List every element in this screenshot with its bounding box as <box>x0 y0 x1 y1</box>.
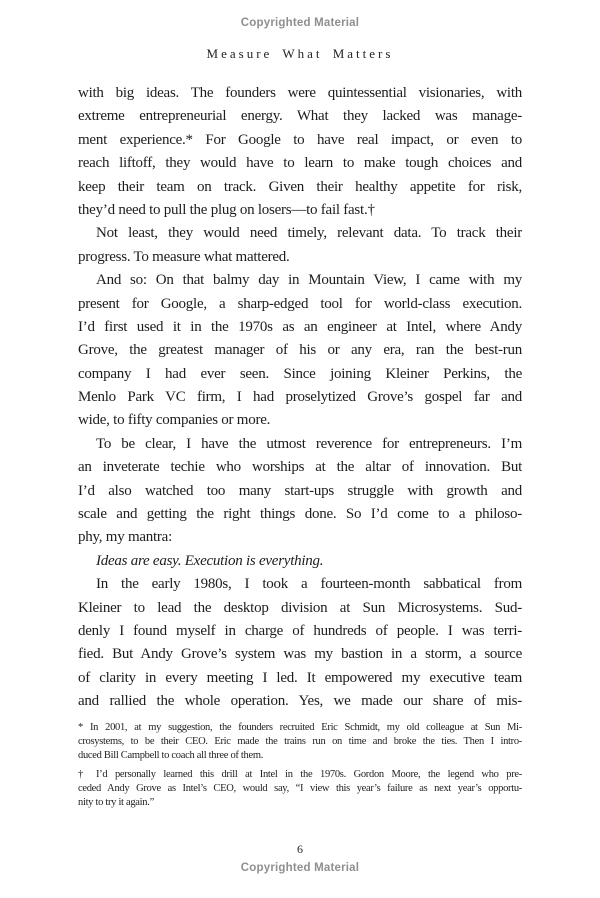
body-line: Grove, the greatest manager of his or any era, ran the best-run <box>78 342 522 359</box>
page-number: 6 <box>297 842 303 856</box>
body-line: In the early 1980s, I took a fourteen-month sabbatical from <box>96 576 522 593</box>
body-line: progress. To measure what mattered. <box>78 248 290 265</box>
body-line: Menlo Park VC firm, I had proselytized Grove’s gospel far and <box>78 389 522 406</box>
body-line: present for Google, a sharp-edged tool for world-class execution. <box>78 295 522 312</box>
body-line: with big ideas. The founders were quintessential visionaries, with <box>78 85 522 101</box>
body-line: wide, to fifty companies or more. <box>78 412 271 429</box>
body-line: To be clear, I have the utmost reverence for entrepreneurs. I’m <box>96 435 522 452</box>
copyright-notice-top: Copyrighted Material <box>240 17 360 29</box>
body-line: scale and getting the right things done. So I’d come to a philoso- <box>78 506 522 523</box>
body-line: Kleiner to lead the desktop division at Sun Microsystems. Sud- <box>78 599 522 616</box>
footnotes <box>78 721 522 810</box>
body-line: an inveterate techie who worships at the altar of innovation. But <box>78 459 522 476</box>
footnote-line: * In 2001, at my suggestion, the founders recruited Eric Schmidt, my old colleague at Sun Mi- <box>78 722 522 733</box>
footnote-line: ceded Andy Grove as Intel’s CEO, would say, “I view this year’s failure as next year’s opportu- <box>78 783 522 794</box>
body-line: and rallied the whole operation. Yes, we made our share of mis- <box>78 693 522 710</box>
body-line: fied. But Andy Grove’s system was my bastion in a storm, a source <box>78 646 522 663</box>
body-line-mantra: Ideas are easy. Execution is everything. <box>96 552 324 569</box>
body-line: of clarity in every meeting I led. It empowered my executive team <box>78 669 522 686</box>
body-line: keep their team on track. Given their healthy appetite for risk, <box>78 178 522 195</box>
copyright-notice-bottom: Copyrighted Material <box>240 862 360 874</box>
body-line: denly I found myself in charge of hundreds of people. I was terri- <box>78 622 522 639</box>
body-line: I’d first used it in the 1970s as an engineer at Intel, where Andy <box>78 318 522 335</box>
footnote-line: † I’d personally learned this drill at Intel in the 1970s. Gordon Moore, the legend who pre- <box>78 769 522 780</box>
body-line: Not least, they would need timely, relevant data. To track their <box>96 225 522 242</box>
body-line: company I had ever seen. Since joining Kleiner Perkins, the <box>78 365 522 382</box>
footnote-line: nity to try it again.” <box>78 797 154 808</box>
body-line: And so: On that balmy day in Mountain View, I came with my <box>96 272 522 289</box>
body-line: reach liftoff, they would have to learn to make tough choices and <box>78 155 522 172</box>
body-line: ment experience.* For Google to have real impact, or even to <box>78 131 522 148</box>
running-head: Measure What Matters <box>206 46 394 61</box>
body-line: they’d need to pull the plug on losers—to fail fast.† <box>78 201 375 218</box>
footnote-line: crosystems, to be their CEO. Eric made the trains run on time and broke the ties. Then I intro- <box>78 736 522 747</box>
body-text <box>78 82 522 714</box>
body-line: extreme entrepreneurial energy. What they lacked was manage- <box>78 108 522 125</box>
body-line: phy, my mantra: <box>78 529 173 546</box>
footnote-line: duced Bill Campbell to coach all three of them. <box>78 750 264 761</box>
body-line: I’d also watched too many start-ups struggle with growth and <box>78 482 522 499</box>
